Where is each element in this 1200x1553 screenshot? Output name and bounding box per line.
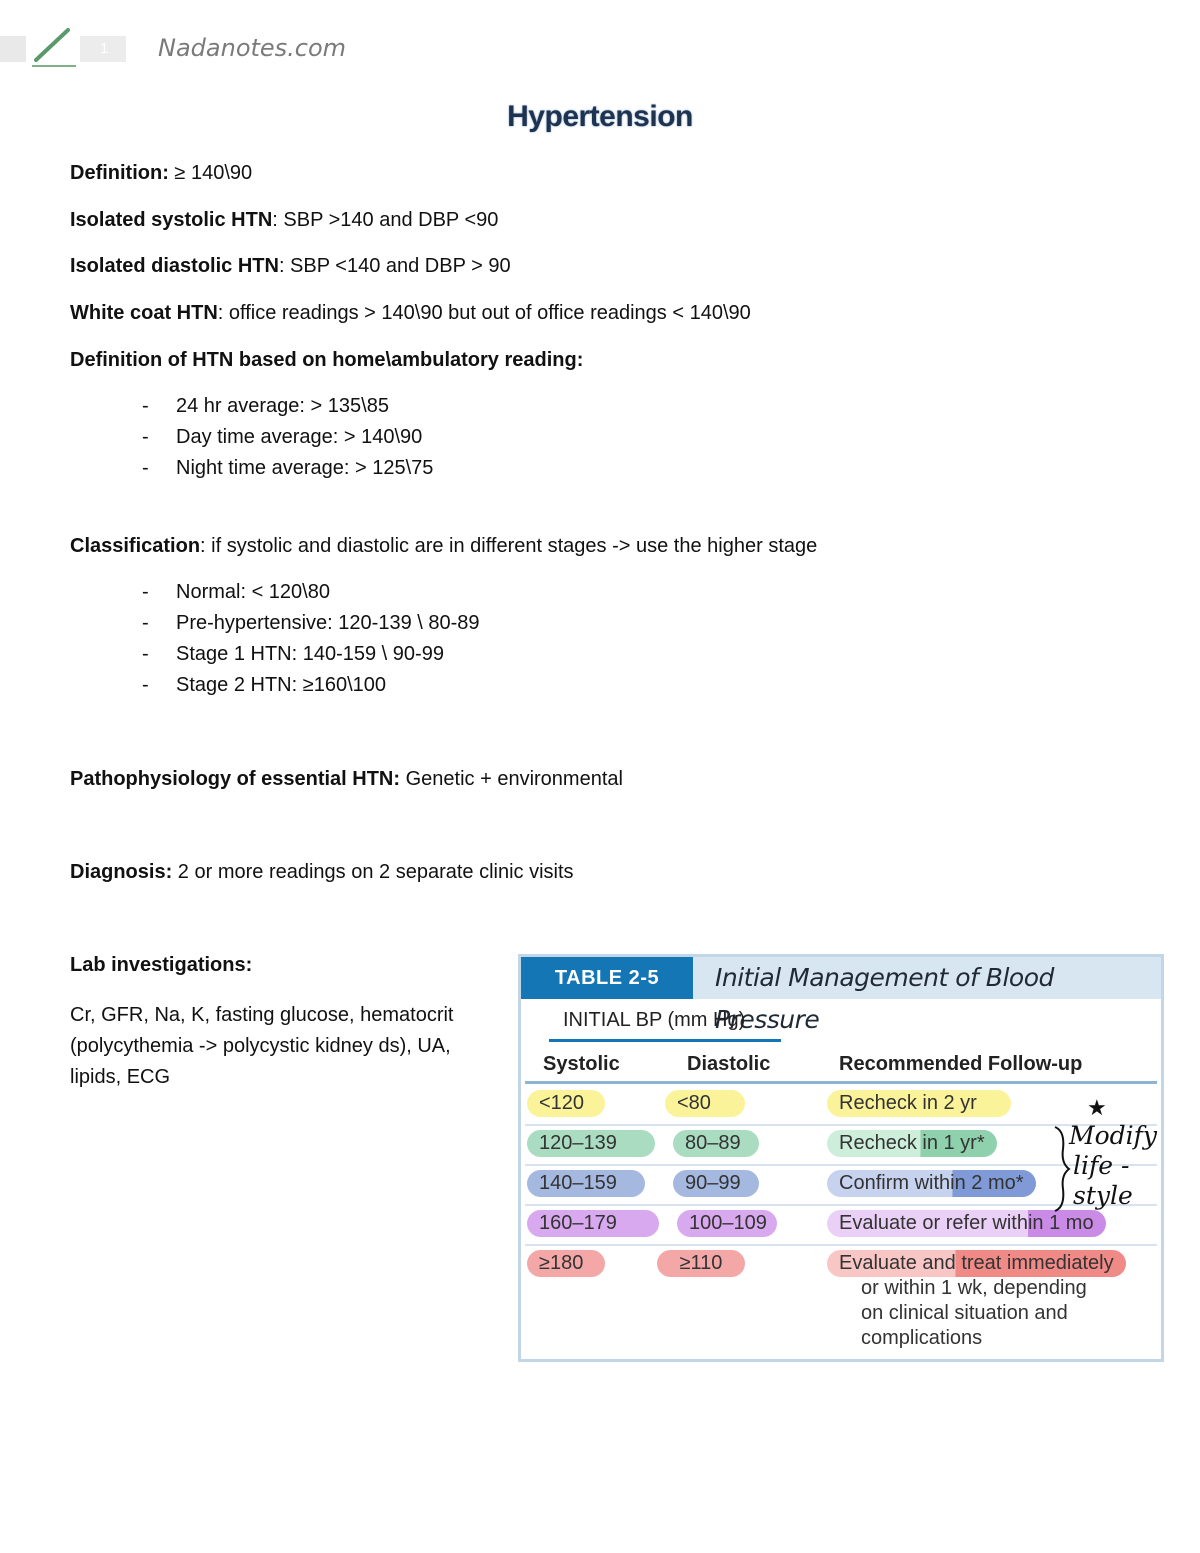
column-header-systolic: Systolic <box>543 1053 620 1075</box>
isolated-systolic-line: Isolated systolic HTN: SBP >140 and DBP <90 <box>70 209 499 231</box>
followup-cell: Evaluate or refer within 1 mo <box>827 1210 1106 1237</box>
page-number: 1 <box>80 36 126 62</box>
table-caption: Initial Management of Blood Pressure <box>715 963 1054 1034</box>
group-header-rule <box>549 1039 781 1042</box>
followup-cell: Evaluate and treat immediately <box>827 1250 1126 1277</box>
diastolic-cell: <80 <box>665 1090 745 1117</box>
followup-cell: Recheck in 2 yr <box>827 1090 1011 1117</box>
lab-text: Cr, GFR, Na, K, fasting glucose, hematocrit (polycythemia -> polycystic kidney ds), UA, lipids, ECG <box>70 1004 454 1088</box>
followup-cell: Confirm within 2 mo* <box>827 1170 1036 1197</box>
followup-note: complications <box>861 1327 983 1349</box>
column-header-followup: Recommended Follow-up <box>839 1053 1083 1075</box>
list-item: - Night time average: > 125\75 <box>142 457 434 479</box>
list-item: - Pre-hypertensive: 120-139 \ 80-89 <box>142 612 480 634</box>
ambulatory-heading: Definition of HTN based on home\ambulatory reading: <box>70 349 584 371</box>
star-icon: ★ <box>1087 1095 1107 1120</box>
followup-cell: Recheck in 1 yr* <box>827 1130 997 1157</box>
handwritten-note: life - <box>1073 1151 1130 1180</box>
systolic-cell: <120 <box>527 1090 605 1117</box>
page-title: Hypertension <box>507 100 693 133</box>
followup-note: or within 1 wk, depending <box>861 1277 1087 1299</box>
group-header: INITIAL BP (mm Hg) <box>563 1009 746 1031</box>
list-item: - Stage 2 HTN: ≥160\100 <box>142 674 386 696</box>
list-item: - Day time average: > 140\90 <box>142 426 423 448</box>
column-header-diastolic: Diastolic <box>687 1053 771 1075</box>
white-coat-line: White coat HTN: office readings > 140\90 but out of office readings < 140\90 <box>70 302 751 324</box>
systolic-cell: 140–159 <box>527 1170 645 1197</box>
header-tab <box>0 36 26 62</box>
bp-management-table <box>518 954 1164 1362</box>
list-item: - Normal: < 120\80 <box>142 581 330 603</box>
systolic-cell: 120–139 <box>527 1130 655 1157</box>
systolic-cell: ≥180 <box>527 1250 605 1277</box>
header-rule <box>525 1081 1157 1084</box>
classification-line: Classification: if systolic and diastolic are in different stages -> use the higher stage <box>70 535 818 557</box>
diastolic-cell: 100–109 <box>677 1210 777 1237</box>
lab-heading: Lab investigations: <box>70 954 253 976</box>
diastolic-cell: 90–99 <box>673 1170 759 1197</box>
site-name: Nadanotes.com <box>158 34 347 62</box>
handwritten-note: style <box>1073 1181 1133 1210</box>
list-item: - 24 hr average: > 135\85 <box>142 395 389 417</box>
pathophysiology-line: Pathophysiology of essential HTN: Genetic + environmental <box>70 768 623 790</box>
row-rule <box>525 1244 1157 1246</box>
diagnosis-line: Diagnosis: 2 or more readings on 2 separate clinic visits <box>70 861 574 883</box>
handwritten-note: Modify <box>1069 1121 1158 1150</box>
pen-icon <box>28 26 80 70</box>
isolated-diastolic-line: Isolated diastolic HTN: SBP <140 and DBP > 90 <box>70 255 511 277</box>
diastolic-cell: ≥110 <box>657 1250 745 1277</box>
followup-note: on clinical situation and <box>861 1302 1068 1324</box>
list-item: - Stage 1 HTN: 140-159 \ 90-99 <box>142 643 444 665</box>
systolic-cell: 160–179 <box>527 1210 659 1237</box>
table-tag: TABLE 2-5 <box>521 957 693 999</box>
diastolic-cell: 80–89 <box>673 1130 759 1157</box>
definition-line: Definition: ≥ 140\90 <box>70 162 253 184</box>
